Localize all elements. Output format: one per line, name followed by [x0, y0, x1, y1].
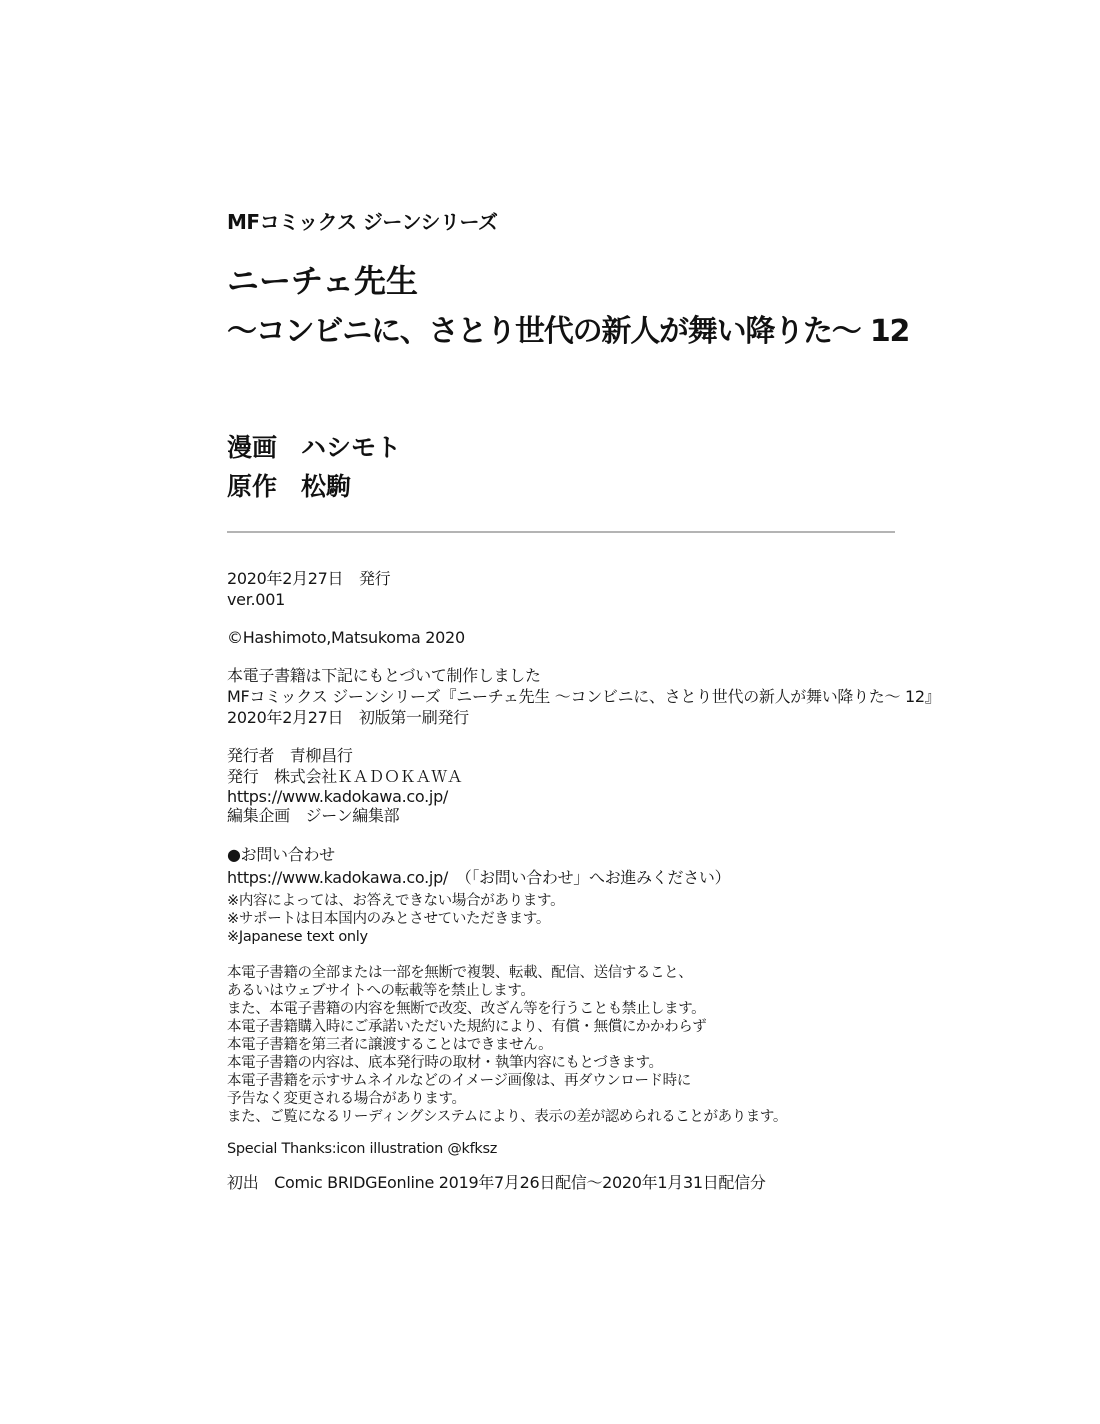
publisher-url[interactable]: https://www.kadokawa.co.jp/	[227, 787, 449, 806]
legal-line: 本電子書籍購入時にご承諾いただいた規約により、有償・無償にかかわらず	[227, 1019, 707, 1035]
legal-line: 本電子書籍を第三者に譲渡することはできません。	[227, 1037, 553, 1053]
special-thanks: Special Thanks:icon illustration @kfksz	[227, 1141, 498, 1157]
version: ver.001	[227, 590, 285, 609]
editorial-dept: 編集企画 ジーン編集部	[227, 806, 400, 825]
inquiry-note: ※Japanese text only	[227, 929, 368, 945]
source-first-print: 2020年2月27日 初版第一刷発行	[227, 708, 469, 727]
legal-line: また、ご覧になるリーディングシステムにより、表示の差が認められることがあります。	[227, 1109, 787, 1125]
credit-name: 松駒	[301, 472, 352, 501]
publisher-company: 発行 株式会社ＫＡＤＯＫＡＷＡ	[227, 767, 463, 786]
legal-line: 本電子書籍の内容は、底本発行時の取材・執筆内容にもとづきます。	[227, 1055, 663, 1071]
legal-line: また、本電子書籍の内容を無断で改変、改ざん等を行うことも禁止します。	[227, 1001, 706, 1017]
inquiry-note: ※内容によっては、お答えできない場合があります。	[227, 893, 565, 909]
inquiry-heading: ●お問い合わせ	[227, 845, 335, 864]
credit-role: 原作	[227, 472, 278, 501]
source-intro: 本電子書籍は下記にもとづいて制作しました	[227, 666, 541, 685]
publication-date: 2020年2月27日 発行	[227, 569, 391, 588]
legal-line: 本電子書籍の全部または一部を無断で複製、転載、配信、送信すること、	[227, 965, 693, 981]
book-subtitle: 〜コンビニに、さとり世代の新人が舞い降りた〜 12	[227, 314, 910, 349]
publisher-name: 発行者 青柳昌行	[227, 746, 353, 765]
copyright: ©Hashimoto,Matsukoma 2020	[227, 628, 465, 647]
legal-line: あるいはウェブサイトへの転載等を禁止します。	[227, 983, 535, 999]
credit-original-author	[227, 467, 351, 503]
source-edition: MFコミックス ジーンシリーズ『ニーチェ先生 〜コンビニに、さとり世代の新人が舞い降りた〜 12』	[227, 687, 941, 706]
legal-line: 予告なく変更される場合があります。	[227, 1091, 466, 1107]
legal-line: 本電子書籍を示すサムネイルなどのイメージ画像は、再ダウンロード時に	[227, 1073, 691, 1089]
book-title: ニーチェ先生	[227, 262, 419, 300]
first-appearance: 初出 Comic BRIDGEonline 2019年7月26日配信〜2020年1月31日配信分	[227, 1173, 766, 1192]
inquiry-url[interactable]: https://www.kadokawa.co.jp/ （「お問い合わせ」へお進みください）	[227, 868, 731, 887]
series-label: MFコミックス ジーンシリーズ	[227, 210, 498, 234]
credit-artist	[227, 428, 401, 464]
credit-name: ハシモト	[301, 433, 402, 462]
section-divider	[227, 531, 895, 533]
credit-role: 漫画	[227, 433, 278, 462]
inquiry-note: ※サポートは日本国内のみとさせていただきます。	[227, 911, 551, 927]
